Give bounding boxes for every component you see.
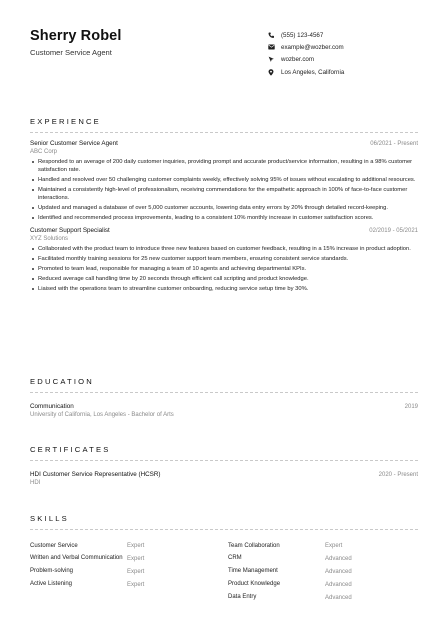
list-item: Collaborated with the product team to introduce three new features based on customer feedback, resulting in a 15% increase in product adoption. (30, 245, 418, 253)
section-divider (30, 132, 418, 133)
skill-level: Expert (127, 581, 145, 588)
skill-level: Advanced (325, 556, 352, 563)
job-title: Customer Support Specialist (30, 227, 110, 235)
contact-website[interactable] (268, 54, 344, 66)
skill-level: Advanced (325, 581, 352, 588)
list-item: Handled and resolved over 50 challenging customer complaints weekly, effectively solving 95% of issues without escalating to additional resources. (30, 176, 418, 184)
education-date: 2019 (404, 404, 418, 410)
list-item: Promoted to team lead, responsible for managing a team of 10 agents and achieving departmental KPIs. (30, 265, 418, 273)
candidate-name: Sherry Robel (30, 28, 122, 44)
skill-name: Time Management (228, 568, 278, 575)
list-item: Maintained a consistently high-level of professionalism, receiving commendations for the empathetic approach in 100% of face-to-face customer interactions. (30, 186, 418, 203)
section-title-education: EDUCATION (30, 377, 94, 386)
job-date: 06/2021 - Present (370, 141, 418, 147)
resume-header (30, 28, 418, 88)
link-icon (268, 56, 281, 63)
certificate-issuer: HDI (30, 479, 41, 486)
contact-website-text[interactable]: wozber.com (281, 56, 315, 64)
section-divider (30, 460, 418, 461)
skill-name: Active Listening (30, 581, 73, 588)
certificate-entry (30, 471, 418, 486)
skill-level: Expert (325, 543, 343, 550)
job-entry (30, 227, 418, 293)
phone-icon (268, 32, 281, 39)
skill-name: Data Entry (228, 593, 257, 600)
certificates-section (30, 445, 418, 486)
contact-phone-text: (555) 123-4567 (281, 31, 324, 39)
experience-section (30, 117, 418, 295)
skill-name: Written and Verbal Communication (30, 555, 123, 562)
list-item: Reduced average call handling time by 20 seconds through efficient call scripting and product knowledge. (30, 275, 418, 283)
contact-list (268, 29, 344, 78)
skill-level: Advanced (325, 594, 352, 601)
candidate-role: Customer Service Agent (30, 48, 112, 57)
list-item: Identified and recommended process improvements, leading to a consistent 10% monthly increase in customer satisfaction scores. (30, 214, 418, 222)
job-bullets (30, 245, 418, 293)
section-title-experience: EXPERIENCE (30, 117, 101, 126)
skill-level: Advanced (325, 568, 352, 575)
section-divider (30, 392, 418, 393)
list-item: Facilitated monthly training sessions for 25 new customer support team members, ensuring consistent service standards. (30, 255, 418, 263)
certificate-date: 2020 - Present (378, 472, 418, 478)
skill-name: Problem-solving (30, 568, 74, 575)
job-company: XYZ Solutions (30, 235, 69, 242)
contact-email[interactable] (268, 41, 344, 53)
job-title: Senior Customer Service Agent (30, 140, 118, 147)
skills-section (30, 514, 418, 604)
skills-grid (30, 540, 418, 604)
skill-name: Customer Service (30, 542, 78, 549)
job-bullets (30, 158, 418, 223)
list-item: Liaised with the operations team to streamline customer onboarding, reducing service setup time by 30%. (30, 285, 418, 293)
email-icon (268, 44, 281, 50)
section-divider (30, 529, 418, 530)
skill-level (127, 591, 228, 604)
skill-name (30, 591, 127, 604)
contact-phone (268, 29, 344, 41)
section-title-certificates: CERTIFICATES (30, 445, 111, 454)
contact-location (268, 66, 344, 78)
list-item: Updated and managed a database of over 5,000 customer accounts, lowering data entry errors by 20% through detailed record-keeping. (30, 204, 418, 212)
degree-field: Communication (30, 403, 74, 410)
education-section (30, 377, 418, 418)
education-school: University of California, Los Angeles - Bachelor of Arts (30, 411, 174, 418)
contact-location-text: Los Angeles, California (281, 68, 345, 76)
skill-level: Expert (127, 556, 145, 563)
job-company: ABC Corp (30, 148, 58, 155)
job-entry (30, 140, 418, 222)
location-icon (268, 69, 281, 76)
skill-level: Expert (127, 543, 145, 550)
section-title-skills: SKILLS (30, 514, 69, 523)
skill-name: Product Knowledge (228, 581, 281, 588)
list-item: Responded to an average of 200 daily customer inquiries, providing prompt and accurate product/service information, resulting in a 98% customer satisfaction rate. (30, 158, 418, 175)
skill-name: CRM (228, 555, 242, 562)
job-date: 02/2019 - 05/2021 (369, 228, 418, 235)
skill-level: Expert (127, 568, 145, 575)
skill-name: Team Collaboration (228, 542, 280, 549)
certificate-title: HDI Customer Service Representative (HCSR) (30, 471, 161, 478)
contact-email-text[interactable]: example@wozber.com (281, 43, 344, 51)
education-entry (30, 403, 418, 418)
